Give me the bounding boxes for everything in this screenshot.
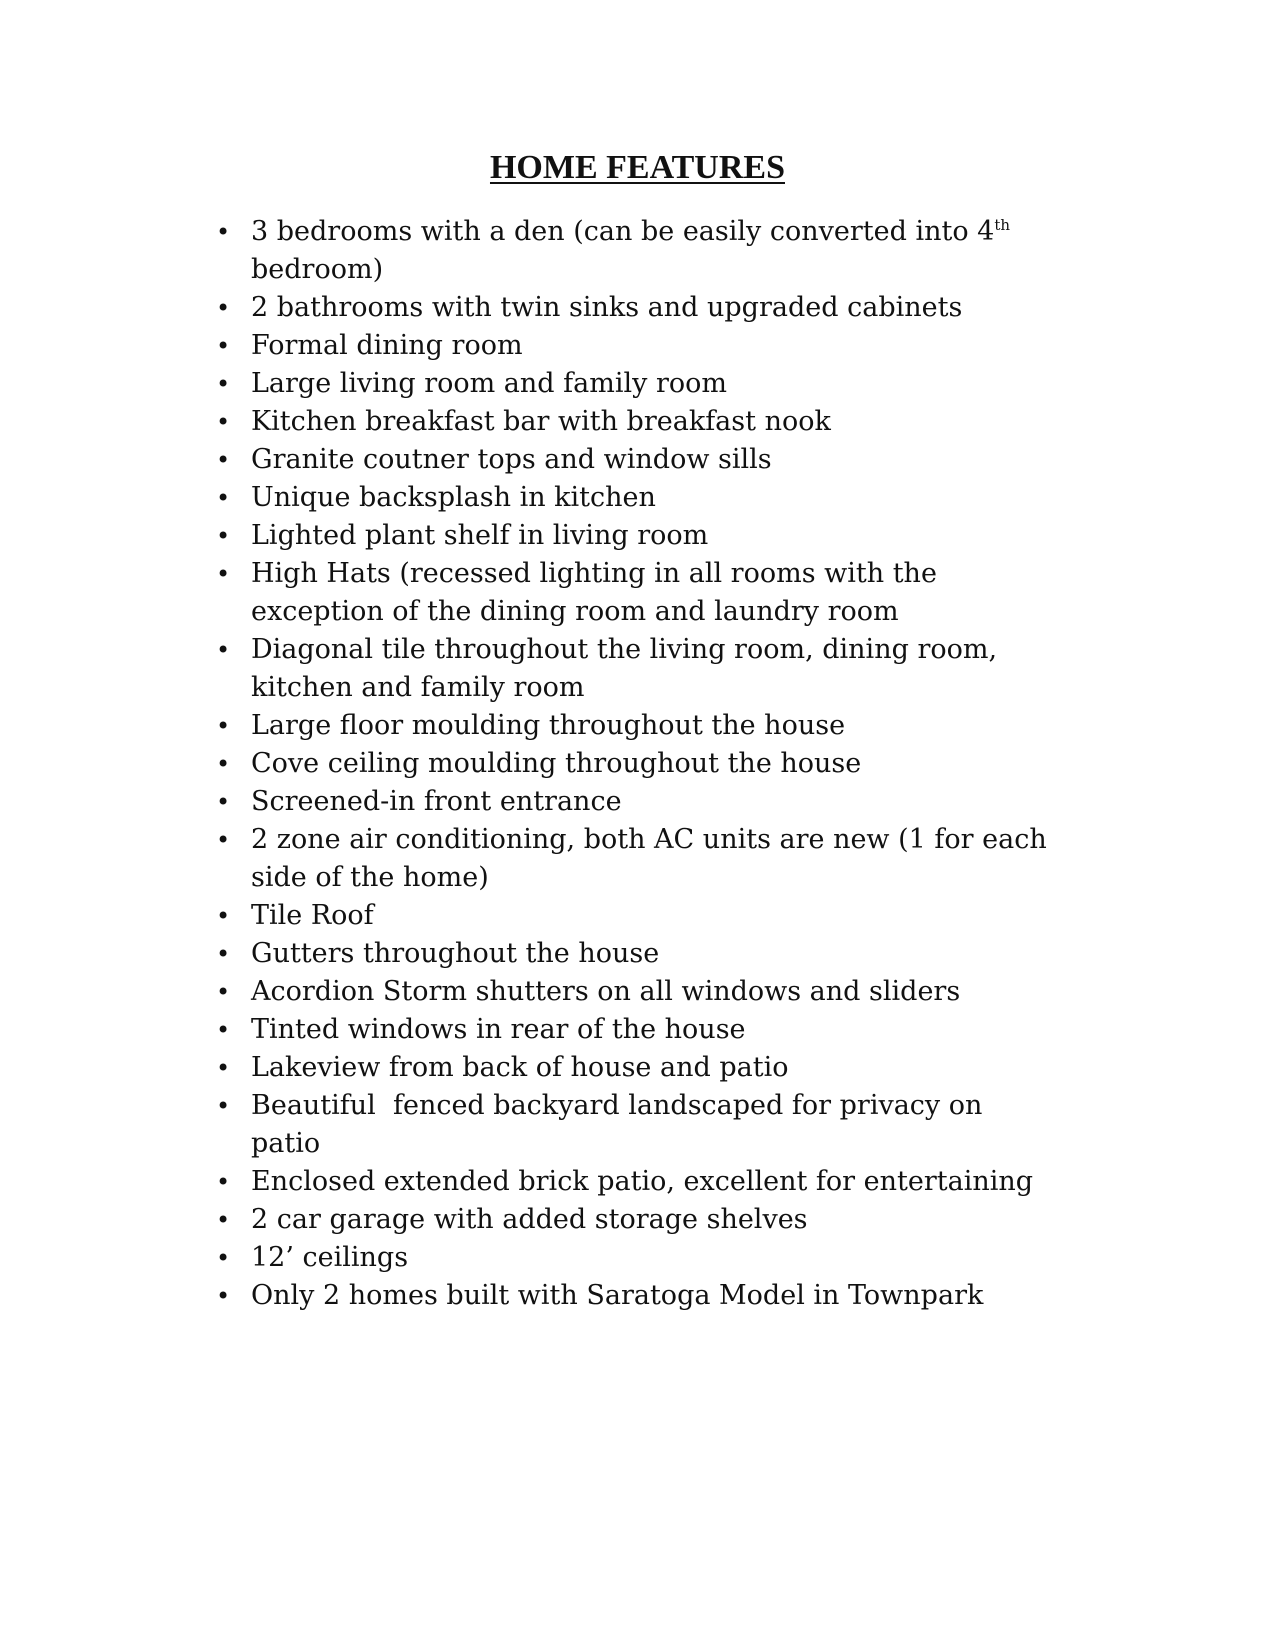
list-item: [0, 327, 1056, 365]
feature-text: 2 bathrooms with twin sinks and upgraded cabinets: [251, 292, 963, 323]
bullet-icon: •: [216, 218, 231, 246]
feature-text: Enclosed extended brick patio, excellent for entertaining: [251, 1166, 1034, 1197]
bullet-icon: •: [216, 1206, 231, 1234]
list-item: [0, 213, 1056, 289]
feature-text: Screened-in front entrance: [251, 786, 622, 817]
list-item: [0, 441, 1056, 479]
bullet-icon: •: [216, 826, 231, 854]
list-item: [0, 1163, 1056, 1201]
feature-text: 12’ ceilings: [251, 1242, 409, 1273]
list-item: [0, 479, 1056, 517]
bullet-icon: •: [216, 788, 231, 816]
bullet-icon: •: [216, 902, 231, 930]
feature-text: Diagonal tile throughout the living room, dining room, kitchen and family room: [251, 634, 998, 703]
bullet-icon: •: [216, 294, 231, 322]
feature-text: Large floor moulding throughout the house: [251, 710, 846, 741]
feature-text: Acordion Storm shutters on all windows and sliders: [251, 976, 961, 1007]
list-item: [0, 821, 1056, 897]
bullet-icon: •: [216, 1168, 231, 1196]
bullet-icon: •: [216, 408, 231, 436]
feature-text: High Hats (recessed lighting in all rooms with the exception of the dining room and laundry room: [251, 558, 937, 627]
bullet-icon: •: [216, 750, 231, 778]
bullet-icon: •: [216, 978, 231, 1006]
list-item: [0, 1087, 1056, 1163]
bullet-icon: •: [216, 1016, 231, 1044]
feature-text: Unique backsplash in kitchen: [251, 482, 656, 513]
bullet-icon: •: [216, 940, 231, 968]
bullet-icon: •: [216, 522, 231, 550]
feature-text: Beautiful fenced backyard landscaped for privacy on patio: [251, 1090, 992, 1159]
feature-text: 2 zone air conditioning, both AC units are new (1 for each side of the home): [251, 824, 1047, 893]
bullet-icon: •: [216, 446, 231, 474]
list-item: [0, 517, 1056, 555]
bullet-icon: •: [216, 712, 231, 740]
feature-text: Tinted windows in rear of the house: [251, 1014, 746, 1045]
list-item: [0, 403, 1056, 441]
bullet-icon: •: [216, 484, 231, 512]
list-item: [0, 973, 1056, 1011]
feature-text: Gutters throughout the house: [251, 938, 660, 969]
list-item: [0, 1049, 1056, 1087]
list-item: [0, 365, 1056, 403]
feature-text: Cove ceiling moulding throughout the house: [251, 748, 862, 779]
feature-text: Formal dining room: [251, 330, 523, 361]
list-item: [0, 289, 1056, 327]
bullet-icon: •: [216, 370, 231, 398]
list-item: [0, 631, 1056, 707]
page-title: HOME FEATURES: [489, 149, 785, 186]
list-item: [0, 783, 1056, 821]
list-item: [0, 935, 1056, 973]
list-item: [0, 1201, 1056, 1239]
list-item: [0, 555, 1056, 631]
feature-text: Lighted plant shelf in living room: [251, 520, 709, 551]
feature-text: 2 car garage with added storage shelves: [251, 1204, 808, 1235]
bullet-icon: •: [216, 636, 231, 664]
bullet-icon: •: [216, 560, 231, 588]
feature-text: Large living room and family room: [251, 368, 727, 399]
feature-text: Lakeview from back of house and patio: [251, 1052, 789, 1083]
bullet-icon: •: [216, 1282, 231, 1310]
feature-list: [0, 213, 1275, 1315]
feature-text: Granite coutner tops and window sills: [251, 444, 772, 475]
bullet-icon: •: [216, 332, 231, 360]
ordinal-suffix: th: [994, 216, 1011, 234]
list-item: [0, 1239, 1056, 1277]
list-item: [0, 745, 1056, 783]
feature-text: Tile Roof: [251, 900, 374, 931]
bullet-icon: •: [216, 1092, 231, 1120]
feature-text: 3 bedrooms with a den (can be easily converted into 4th bedroom): [251, 216, 1011, 285]
feature-text: Kitchen breakfast bar with breakfast nook: [251, 406, 831, 437]
list-item: [0, 1277, 1056, 1315]
feature-text: Only 2 homes built with Saratoga Model in Townpark: [251, 1280, 984, 1311]
list-item: [0, 897, 1056, 935]
bullet-icon: •: [216, 1054, 231, 1082]
list-item: [0, 707, 1056, 745]
list-item: [0, 1011, 1056, 1049]
bullet-icon: •: [216, 1244, 231, 1272]
